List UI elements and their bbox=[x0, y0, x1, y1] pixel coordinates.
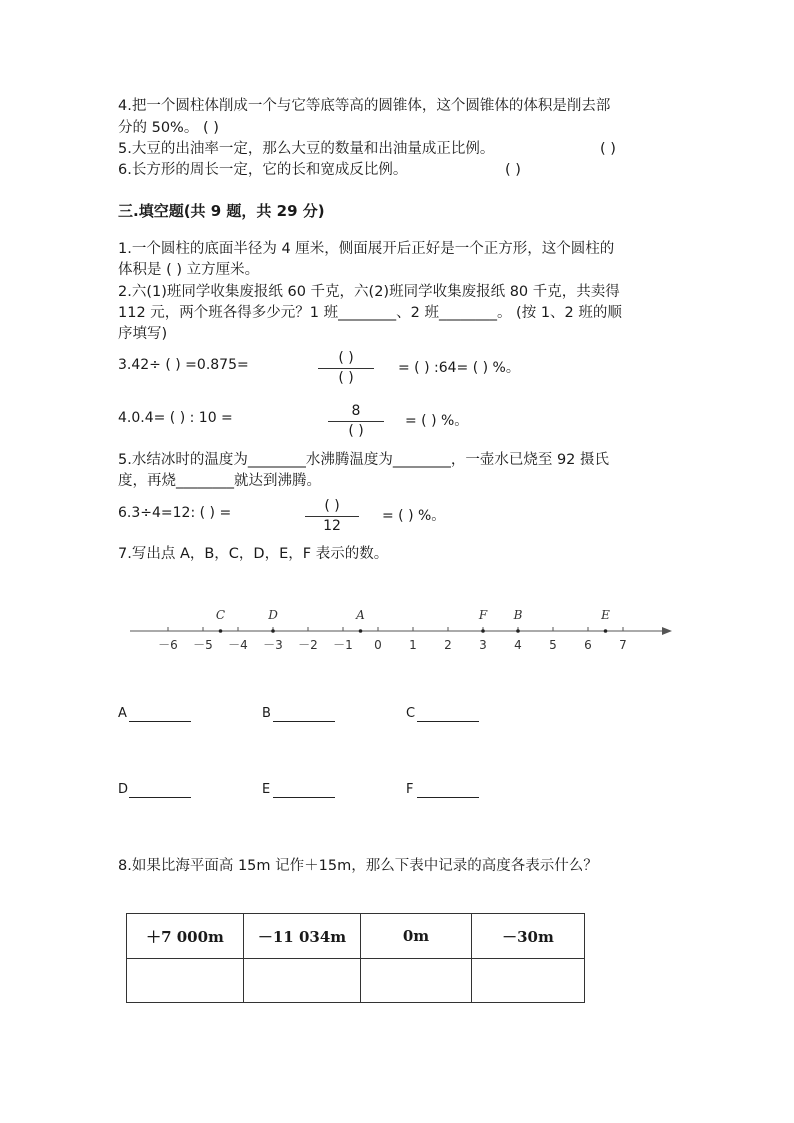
number-line-point-label: B bbox=[513, 608, 523, 622]
fill-q6-denominator: 12 bbox=[323, 518, 341, 534]
number-line-tick-label: 5 bbox=[549, 638, 557, 652]
fill-q2-line1: 2.六(1)班同学收集废报纸 60 千克，六(2)班同学收集废报纸 80 千克，共卖得 bbox=[118, 284, 620, 300]
number-line-tick-label: －6 bbox=[158, 638, 178, 652]
height-table bbox=[126, 913, 585, 1003]
answer-label: C bbox=[406, 706, 416, 721]
answer-label: D bbox=[118, 782, 129, 797]
fill-q7: 7.写出点 A，B，C，D，E，F 表示的数。 bbox=[118, 546, 389, 562]
table-header-cell: －11 034m bbox=[244, 914, 361, 959]
fraction-bar bbox=[305, 516, 359, 517]
fraction-bar bbox=[318, 368, 374, 369]
answer-label: A bbox=[118, 706, 127, 721]
number-line-tick-label: －3 bbox=[263, 638, 283, 652]
answer-blank[interactable] bbox=[129, 797, 191, 798]
fill-q6-right: = ( ) %。 bbox=[382, 508, 446, 524]
section-title: 三.填空题(共 9 题，共 29 分) bbox=[118, 202, 325, 220]
fill-q1-line2: 体积是 ( ) 立方厘米。 bbox=[118, 262, 260, 278]
fill-q4-denominator: ( ) bbox=[348, 423, 364, 439]
number-line-tick-label: －2 bbox=[298, 638, 318, 652]
fill-q5-line1: 5.水结冰时的温度为________水沸腾温度为________，一壶水已烧至 92 摄氏 bbox=[118, 452, 610, 468]
number-line-tick-label: 0 bbox=[374, 638, 382, 652]
fill-q3-left: 3.42÷ ( ) =0.875= bbox=[118, 357, 249, 373]
answer-blank[interactable] bbox=[417, 721, 479, 722]
number-line-point bbox=[604, 629, 608, 633]
number-line-point-label: D bbox=[268, 608, 278, 622]
number-line-point bbox=[219, 629, 223, 633]
fraction-bar bbox=[328, 421, 384, 422]
number-line-tick-label: －4 bbox=[228, 638, 248, 652]
number-line bbox=[0, 598, 794, 678]
table-header-cell: －30m bbox=[472, 914, 585, 959]
fill-q4-fraction bbox=[328, 403, 384, 440]
fill-q3-fraction bbox=[318, 350, 374, 387]
number-line-point bbox=[271, 629, 275, 633]
fill-q4-left: 4.0.4= ( ) : 10 = bbox=[118, 410, 233, 426]
fill-q2-line3: 序填写) bbox=[118, 326, 168, 342]
judgement-q4-line1: 4.把一个圆柱体削成一个与它等底等高的圆锥体，这个圆锥体的体积是削去部 bbox=[118, 98, 611, 114]
fill-q4-numerator: 8 bbox=[351, 403, 361, 419]
judgement-q5: 5.大豆的出油率一定，那么大豆的数量和出油量成正比例。 bbox=[118, 141, 495, 157]
table-answer-cell[interactable] bbox=[361, 959, 472, 1003]
judgement-q5-paren: ( ) bbox=[600, 141, 616, 157]
table-answer-cell[interactable] bbox=[127, 959, 244, 1003]
number-line-tick-label: 1 bbox=[409, 638, 417, 652]
judgement-q4-line2: 分的 50%。 ( ) bbox=[118, 120, 219, 136]
number-line-tick-label: 6 bbox=[584, 638, 592, 652]
table-answer-cell[interactable] bbox=[244, 959, 361, 1003]
number-line-tick-label: 2 bbox=[444, 638, 452, 652]
fill-q3-denominator: ( ) bbox=[338, 370, 354, 386]
fill-q6-left: 6.3÷4=12: ( ) = bbox=[118, 505, 232, 521]
number-line-tick-label: 3 bbox=[479, 638, 487, 652]
number-line-point bbox=[481, 629, 485, 633]
fill-q1-line1: 1.一个圆柱的底面半径为 4 厘米，侧面展开后正好是一个正方形，这个圆柱的 bbox=[118, 241, 615, 257]
answer-blank[interactable] bbox=[273, 797, 335, 798]
fill-q3-numerator: ( ) bbox=[338, 350, 354, 366]
arrow-icon bbox=[662, 627, 672, 635]
fill-q5-line2: 度，再烧________就达到沸腾。 bbox=[118, 473, 321, 489]
number-line-tick-label: －1 bbox=[333, 638, 353, 652]
table-header-cell: 0m bbox=[361, 914, 472, 959]
answer-blank[interactable] bbox=[129, 721, 191, 722]
fill-q4-right: = ( ) %。 bbox=[405, 413, 469, 429]
answer-blank[interactable] bbox=[273, 721, 335, 722]
answer-blank[interactable] bbox=[417, 797, 479, 798]
number-line-point-label: E bbox=[601, 608, 610, 622]
number-line-tick-label: 7 bbox=[619, 638, 627, 652]
fill-q3-right: = ( ) :64= ( ) %。 bbox=[398, 360, 520, 376]
number-line-point bbox=[516, 629, 520, 633]
fill-q8: 8.如果比海平面高 15m 记作＋15m，那么下表中记录的高度各表示什么？ bbox=[118, 858, 598, 874]
fill-q6-fraction bbox=[305, 498, 359, 535]
answer-label: E bbox=[262, 782, 271, 797]
table-header-cell: ＋7 000m bbox=[127, 914, 244, 959]
number-line-point bbox=[359, 629, 363, 633]
number-line-point-label: F bbox=[478, 608, 488, 622]
number-line-point-label: A bbox=[356, 608, 365, 622]
answer-label: F bbox=[406, 782, 414, 797]
answer-label: B bbox=[262, 706, 271, 721]
number-line-tick-label: －5 bbox=[193, 638, 213, 652]
table-answer-cell[interactable] bbox=[472, 959, 585, 1003]
number-line-tick-label: 4 bbox=[514, 638, 522, 652]
fill-q6-numerator: ( ) bbox=[324, 498, 340, 514]
fill-q2-line2: 112 元，两个班各得多少元？1 班________、2 班________。 (按 1、2 班的顺 bbox=[118, 305, 622, 321]
judgement-q6: 6.长方形的周长一定，它的长和宽成反比例。 bbox=[118, 162, 408, 178]
judgement-q6-paren: ( ) bbox=[505, 162, 521, 178]
number-line-point-label: C bbox=[215, 608, 226, 622]
